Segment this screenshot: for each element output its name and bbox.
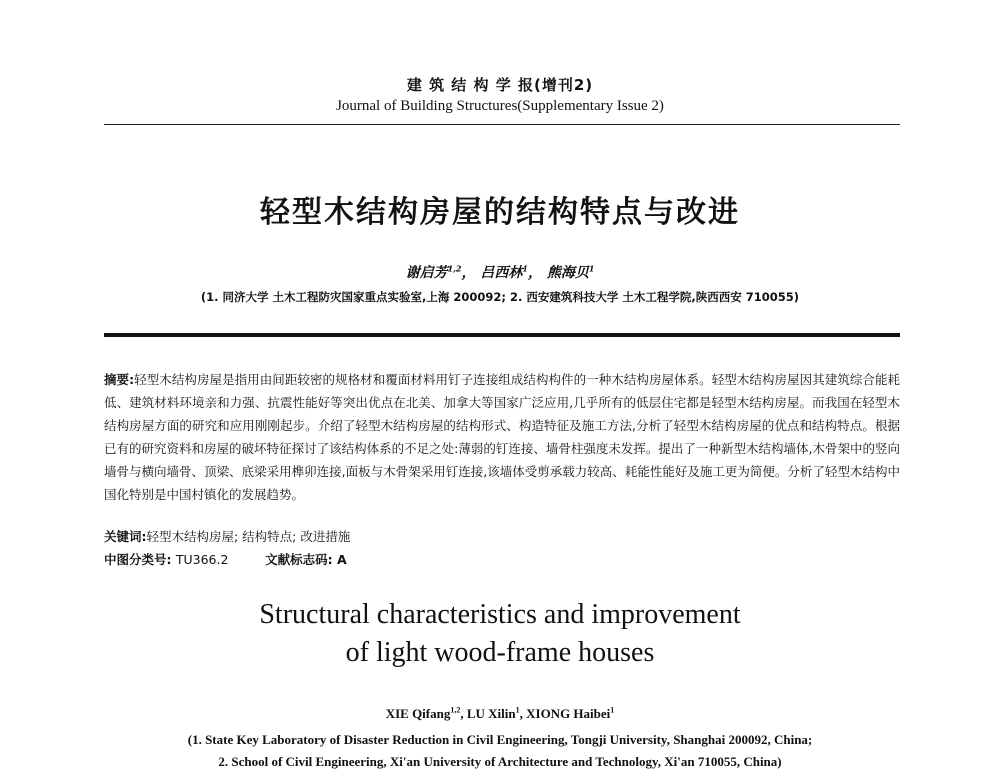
- author-separator: ,: [519, 706, 527, 721]
- author-name-en: LU Xilin: [466, 706, 516, 721]
- abstract-text: 轻型木结构房屋是指用由间距较密的规格材和覆面材料用钉子连接组成结构构件的一种木结构房屋体系。轻型木结构房屋因其建筑综合能耗低、建筑材料环境亲和力强、抗震性能好等突出优点在北美、加拿大等国家广泛应用,几乎所有的低层住宅都是轻型木结构房屋。而我国在轻型木结构房屋方面的研究和应用刚刚起步。介绍了轻型木结构房屋的结构形式、构造特征及施工方法,分析了轻型木结构房屋的优点和结构特点。根据已有的研究资料和房屋的破坏特征探讨了该结构体系的不足之处:薄弱的钉连接、墙骨柱强度未发挥。提出了一种新型木结构墙体,木骨架中的竖向墙骨与横向墙骨、顶梁、底梁采用榫卯连接,面板与木骨架采用钉连接,该墙体受剪承载力较高、耗能性能好及施工更为简便。分析了轻型木结构中国化特别是中国村镇化的发展趋势。: [104, 372, 901, 502]
- affiliation-en-line1: (1. State Key Laboratory of Disaster Reduction in Civil Engineering, Tongji University, Shanghai 200092, China;: [187, 732, 813, 747]
- journal-name-cn: 建 筑 结 构 学 报(增刊2): [406, 76, 594, 94]
- classification-line: [104, 550, 900, 568]
- paper-title-cn: 轻型木结构房屋的结构特点与改进: [260, 195, 740, 230]
- clc-value: TU366.2: [175, 552, 229, 567]
- author-name: 谢启芳: [405, 265, 448, 281]
- paper-title-en-line2: of light wood-frame houses: [345, 637, 655, 668]
- authors-en: [0, 706, 1000, 722]
- keywords-label: 关键词:: [104, 529, 147, 544]
- doc-code-label: 文献标志码:: [265, 552, 333, 567]
- author-separator: ,: [460, 706, 467, 721]
- doc-code-value: A: [337, 552, 347, 567]
- journal-name-en: Journal of Building Structures(Supplementary Issue 2): [336, 98, 664, 114]
- affiliation-cn: (1. 同济大学 土木工程防灾国家重点实验室,上海 200092; 2. 西安建筑科技大学 土木工程学院,陕西西安 710055): [200, 290, 800, 304]
- paper-title-en: [0, 596, 1000, 672]
- abstract-label: 摘要:: [104, 372, 135, 387]
- affiliation-en-line2: 2. School of Civil Engineering, Xi'an University of Architecture and Technology, Xi'an 710055, China): [218, 754, 782, 769]
- author-affiliation-mark: 1,2: [447, 263, 462, 274]
- clc-label: 中图分类号:: [104, 552, 172, 567]
- paper-title-en-line1: Structural characteristics and improvement: [259, 599, 741, 630]
- author-separator: ，: [527, 265, 542, 281]
- author-affiliation-mark: 1: [515, 705, 520, 715]
- authors-cn: [0, 262, 1000, 282]
- author-affiliation-mark: 1: [522, 263, 528, 274]
- abstract-cn: [104, 368, 900, 506]
- author-name-en: XIE Qifang: [385, 706, 451, 721]
- title-divider: [104, 333, 900, 337]
- author-affiliation-mark: 1: [610, 705, 615, 715]
- author-separator: ，: [461, 265, 476, 281]
- author-name: 吕西林: [480, 265, 523, 281]
- keywords-line: [104, 527, 900, 545]
- header-divider: [104, 124, 900, 125]
- author-name-en: XIONG Haibei: [526, 706, 611, 721]
- author-name: 熊海贝: [546, 265, 589, 281]
- author-affiliation-mark: 1: [588, 263, 595, 274]
- keywords-text: 轻型木结构房屋; 结构特点; 改进措施: [146, 529, 351, 544]
- affiliation-en: [0, 729, 1000, 773]
- author-affiliation-mark: 1,2: [450, 705, 461, 715]
